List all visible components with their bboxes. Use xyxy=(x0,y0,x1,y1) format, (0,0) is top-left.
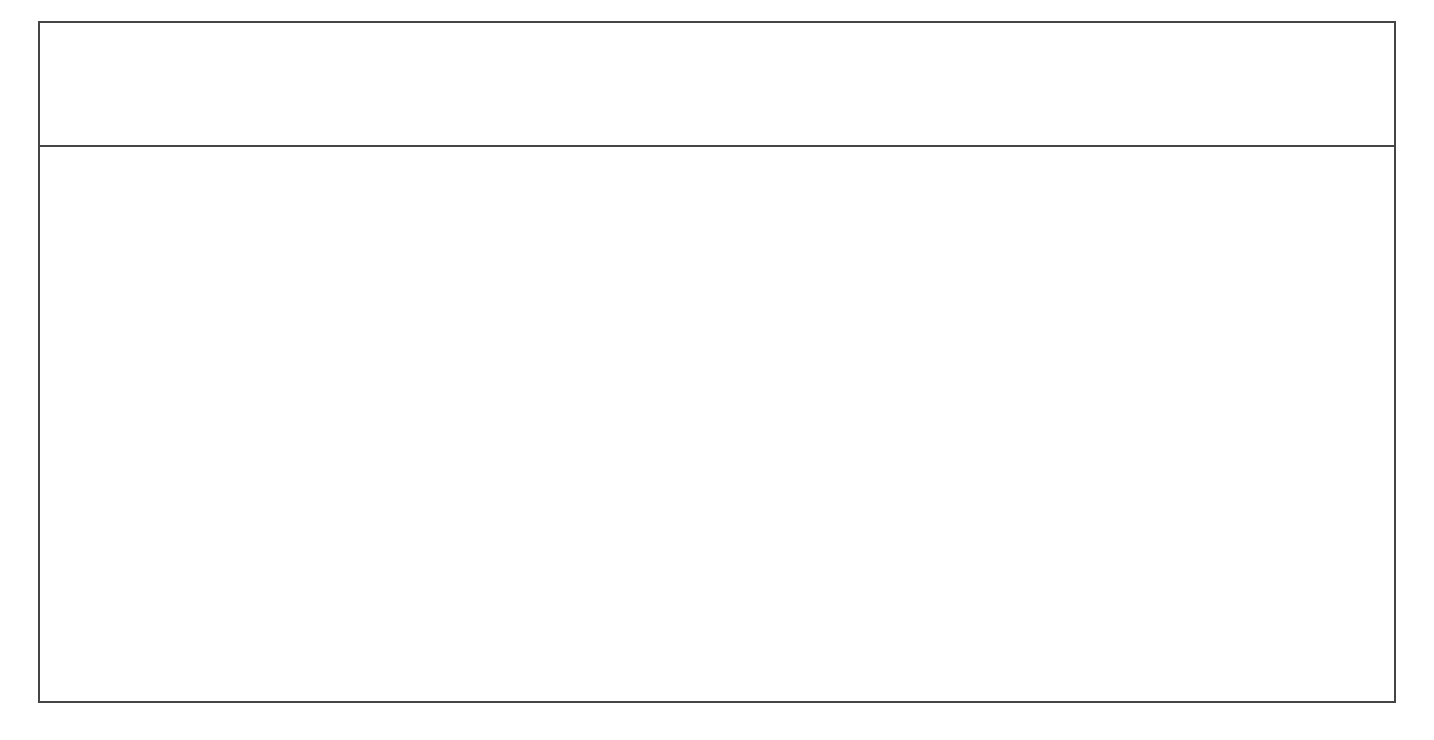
table-header-row xyxy=(40,147,1394,206)
feature-table xyxy=(38,21,1396,703)
table-title xyxy=(40,23,1394,147)
